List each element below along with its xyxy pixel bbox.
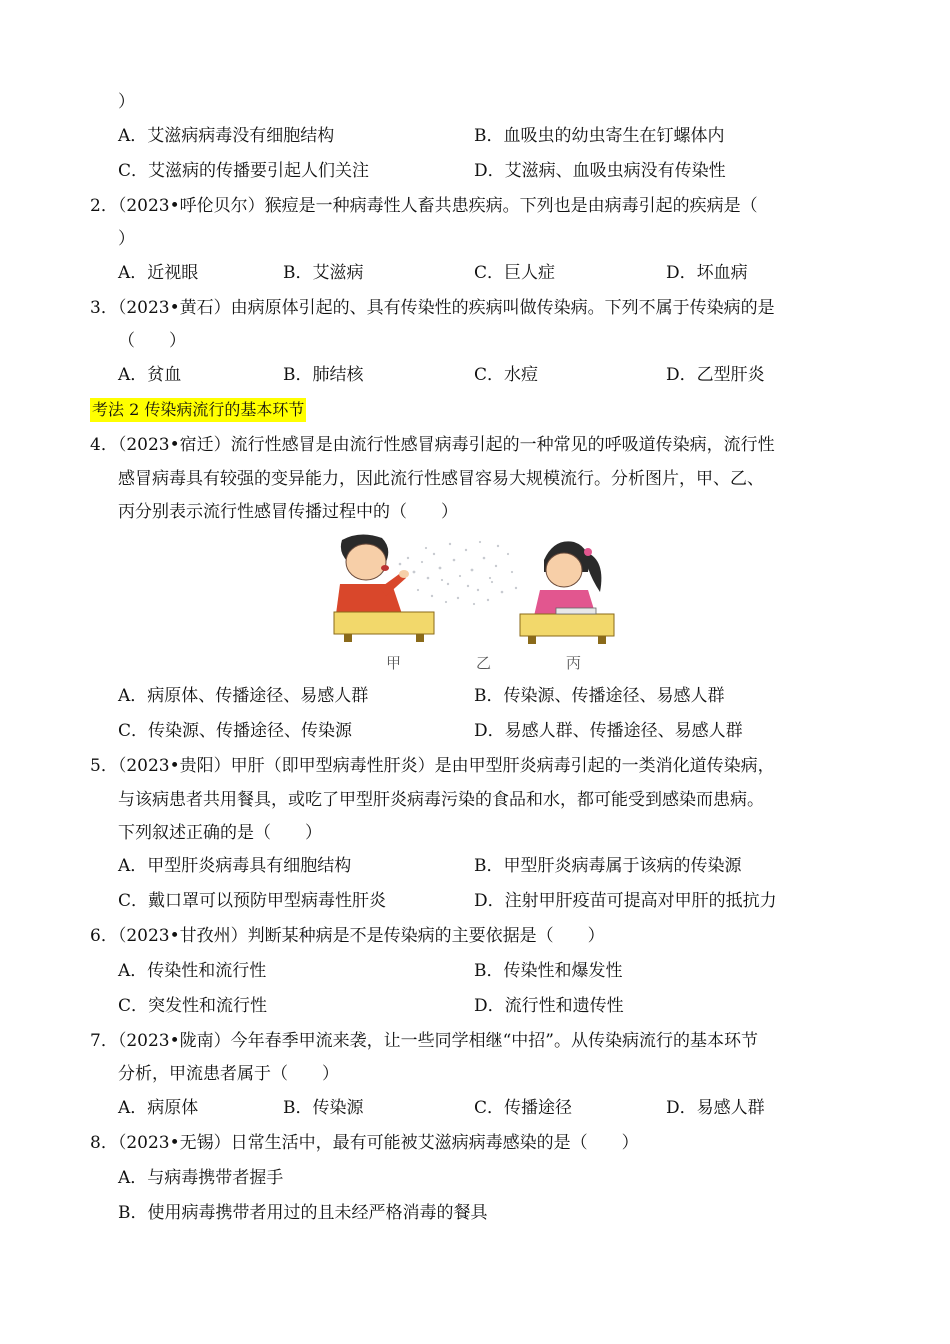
q7-option-d: D．易感人群 (666, 1098, 765, 1118)
q4-stem-line3: 丙分别表示流行性感冒传播过程中的（ ） (118, 502, 458, 522)
spray-particles (399, 541, 518, 605)
q2-option-b: B．艾滋病 (283, 263, 364, 283)
q4-option-a: A．病原体、传播途径、易感人群 (118, 686, 369, 706)
q2-option-c: C．巨人症 (474, 263, 556, 283)
section-heading: 考法 2 传染病流行的基本环节 (90, 398, 306, 422)
flu-transmission-illustration (330, 532, 620, 682)
q7-option-c: C．传播途径 (474, 1098, 573, 1118)
q2-stem-line2: ） (118, 229, 135, 249)
q5-option-a: A．甲型肝炎病毒具有细胞结构 (118, 856, 352, 876)
q6-option-d: D．流行性和遗传性 (474, 996, 624, 1016)
q4-option-c: C．传染源、传播途径、传染源 (118, 721, 353, 741)
figure-label-bing: 丙 (566, 654, 582, 672)
figure-label-jia: 甲 (386, 654, 402, 672)
q2-stem-line1: 2．（2023•呼伦贝尔）猴痘是一种病毒性人畜共患疾病。下列也是由病毒引起的疾病是（ (90, 196, 758, 216)
q2-option-d: D．坏血病 (666, 263, 748, 283)
q8-stem-line1: 8．（2023•无锡）日常生活中，最有可能被艾滋病病毒感染的是（ ） (90, 1133, 639, 1153)
q6-option-a: A．传染性和流行性 (118, 961, 267, 981)
q3-option-c: C．水痘 (474, 365, 539, 385)
q6-option-c: C．突发性和流行性 (118, 996, 268, 1016)
q4-stem-line1: 4．（2023•宿迁）流行性感冒是由流行性感冒病毒引起的一种常见的呼吸道传染病，流行性 (90, 435, 775, 455)
q5-option-c: C．戴口罩可以预防甲型病毒性肝炎 (118, 891, 387, 911)
q4-option-b: B．传染源、传播途径、易感人群 (474, 686, 725, 706)
q1-option-c: C．艾滋病的传播要引起人们关注 (118, 161, 370, 181)
q3-stem-line1: 3．（2023•黄石）由病原体引起的、具有传染性的疾病叫做传染病。下列不属于传染病的是 (90, 298, 775, 318)
desk-right (520, 608, 614, 644)
girl-figure (534, 541, 601, 616)
q8-option-a: A．与病毒携带者握手 (118, 1168, 284, 1188)
q5-stem-line2: 与该病患者共用餐具，或吃了甲型肝炎病毒污染的食品和水，都可能受到感染而患病。 (118, 790, 764, 810)
q7-stem-line2: 分析，甲流患者属于（ ） (118, 1064, 339, 1084)
q5-stem-line3: 下列叙述正确的是（ ） (118, 823, 322, 843)
flu-illustration-svg (330, 532, 620, 682)
q3-option-d: D．乙型肝炎 (666, 365, 765, 385)
q3-option-b: B．肺结核 (283, 365, 364, 385)
q6-option-b: B．传染性和爆发性 (474, 961, 623, 981)
q4-stem-line2: 感冒病毒具有较强的变异能力，因此流行性感冒容易大规模流行。分析图片，甲、乙、 (118, 469, 764, 489)
q7-stem-line1: 7．（2023•陇南）今年春季甲流来袭，让一些同学相继“中招”。从传染病流行的基本环节 (90, 1031, 758, 1051)
q5-option-b: B．甲型肝炎病毒属于该病的传染源 (474, 856, 742, 876)
q8-option-b: B．使用病毒携带者用过的且未经严格消毒的餐具 (118, 1203, 488, 1223)
q7-option-b: B．传染源 (283, 1098, 364, 1118)
figure-label-yi: 乙 (476, 654, 492, 672)
q4-option-d: D．易感人群、传播途径、易感人群 (474, 721, 743, 741)
desk-left (334, 612, 434, 642)
q5-stem-line1: 5．（2023•贵阳）甲肝（即甲型病毒性肝炎）是由甲型肝炎病毒引起的一类消化道传染病， (90, 756, 775, 776)
q6-stem-line1: 6．（2023•甘孜州）判断某种病是不是传染病的主要依据是（ ） (90, 926, 605, 946)
q1-option-a: A．艾滋病病毒没有细胞结构 (118, 126, 335, 146)
q2-option-a: A．近视眼 (118, 263, 199, 283)
q1-option-b: B．血吸虫的幼虫寄生在钉螺体内 (474, 126, 725, 146)
q7-option-a: A．病原体 (118, 1098, 199, 1118)
boy-figure (336, 534, 409, 614)
q3-option-a: A．贫血 (118, 365, 182, 385)
q1-bracket: ） (118, 92, 135, 112)
q5-option-d: D．注射甲肝疫苗可提高对甲肝的抵抗力 (474, 891, 777, 911)
q3-stem-line2: （ ） (118, 331, 186, 351)
q1-option-d: D．艾滋病、血吸虫病没有传染性 (474, 161, 726, 181)
